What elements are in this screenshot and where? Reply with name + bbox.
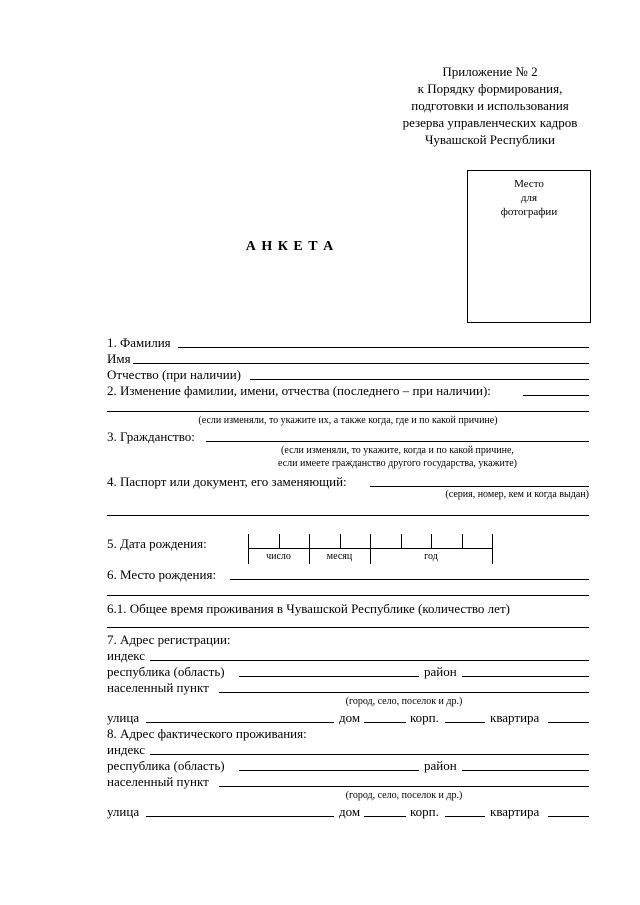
photo-label-3: фотографии xyxy=(500,206,558,218)
photo-placeholder[interactable] xyxy=(467,170,591,323)
birth-place-label: 6. Место рождения: xyxy=(107,567,217,582)
reg-building-field[interactable] xyxy=(445,722,485,723)
birth-place-field[interactable] xyxy=(230,579,589,580)
citizenship-hint-1: (если изменяли, то укажите, когда и по какой причине, xyxy=(281,445,514,456)
residence-time-field[interactable] xyxy=(107,627,589,628)
name-field[interactable] xyxy=(133,363,589,364)
date-divider xyxy=(340,534,341,548)
year-caption: год xyxy=(424,551,438,562)
passport-label: 4. Паспорт или документ, его заменяющий: xyxy=(107,474,347,489)
actual-address-label: 8. Адрес фактического проживания: xyxy=(107,726,307,741)
act-index-field[interactable] xyxy=(150,754,589,755)
act-street-label: улица xyxy=(107,804,140,819)
date-divider xyxy=(462,534,463,548)
birth-date-label: 5. Дата рождения: xyxy=(107,536,207,551)
date-divider xyxy=(492,534,493,564)
name-label: Имя xyxy=(107,351,131,366)
reg-street-label: улица xyxy=(107,710,140,725)
act-locality-field[interactable] xyxy=(219,786,589,787)
photo-label-2: для xyxy=(520,192,538,204)
reg-street-field[interactable] xyxy=(146,722,334,723)
act-locality-hint: (город, село, поселок и др.) xyxy=(345,790,463,801)
surname-label: 1. Фамилия xyxy=(107,335,171,350)
act-apartment-label: квартира xyxy=(490,804,540,819)
header-line-1: Приложение № 2 xyxy=(442,64,538,79)
reg-index-label: индекс xyxy=(107,648,146,663)
month-caption: месяц xyxy=(326,551,353,562)
reg-building-label: корп. xyxy=(410,710,439,725)
photo-label-1: Место xyxy=(514,178,544,190)
act-house-field[interactable] xyxy=(364,816,406,817)
reg-house-label: дом xyxy=(339,710,361,725)
act-apartment-field[interactable] xyxy=(548,816,589,817)
reg-locality-hint: (город, село, поселок и др.) xyxy=(345,696,463,707)
date-baseline xyxy=(248,548,492,549)
reg-district-label: район xyxy=(424,664,457,679)
reg-district-field[interactable] xyxy=(462,676,589,677)
name-change-label: 2. Изменение фамилии, имени, отчества (последнего – при наличии): xyxy=(107,383,491,398)
reg-region-label: республика (область) xyxy=(107,664,225,679)
header-line-5: Чувашской Республики xyxy=(424,132,556,147)
header-line-4: резерва управленческих кадров xyxy=(402,115,578,130)
date-divider xyxy=(279,534,280,548)
form-title: А Н К Е Т А xyxy=(245,239,335,254)
reg-address-label: 7. Адрес регистрации: xyxy=(107,632,231,647)
day-caption: число xyxy=(266,551,291,562)
surname-field[interactable] xyxy=(178,347,589,348)
patronymic-field[interactable] xyxy=(250,379,589,380)
birth-place-field-2[interactable] xyxy=(107,595,589,596)
reg-apartment-label: квартира xyxy=(490,710,540,725)
date-divider xyxy=(401,534,402,548)
act-locality-label: населенный пункт xyxy=(107,774,209,789)
residence-time-label: 6.1. Общее время проживания в Чувашской Республике (количество лет) xyxy=(107,601,510,616)
act-district-label: район xyxy=(424,758,457,773)
act-district-field[interactable] xyxy=(462,770,589,771)
citizenship-label: 3. Гражданство: xyxy=(107,429,195,444)
citizenship-field[interactable] xyxy=(206,441,589,442)
header-line-3: подготовки и использования xyxy=(411,98,569,113)
act-street-field[interactable] xyxy=(146,816,334,817)
header-line-2: к Порядку формирования, xyxy=(417,81,563,96)
passport-hint: (серия, номер, кем и когда выдан) xyxy=(445,489,589,500)
reg-house-field[interactable] xyxy=(364,722,406,723)
reg-locality-label: населенный пункт xyxy=(107,680,209,695)
act-index-label: индекс xyxy=(107,742,146,757)
patronymic-label: Отчество (при наличии) xyxy=(107,367,242,382)
act-region-field[interactable] xyxy=(239,770,419,771)
name-change-field[interactable] xyxy=(523,395,589,396)
act-house-label: дом xyxy=(339,804,361,819)
passport-field-2[interactable] xyxy=(107,515,589,516)
act-building-field[interactable] xyxy=(445,816,485,817)
passport-field[interactable] xyxy=(370,486,589,487)
citizenship-hint-2: если имеете гражданство другого государства, укажите) xyxy=(278,458,517,469)
name-change-field-2[interactable] xyxy=(107,411,589,412)
act-building-label: корп. xyxy=(410,804,439,819)
reg-apartment-field[interactable] xyxy=(548,722,589,723)
name-change-hint: (если изменяли, то укажите их, а также когда, где и по какой причине) xyxy=(198,415,498,426)
reg-region-field[interactable] xyxy=(239,676,419,677)
date-divider xyxy=(431,534,432,548)
act-region-label: республика (область) xyxy=(107,758,225,773)
reg-locality-field[interactable] xyxy=(219,692,589,693)
reg-index-field[interactable] xyxy=(150,660,589,661)
